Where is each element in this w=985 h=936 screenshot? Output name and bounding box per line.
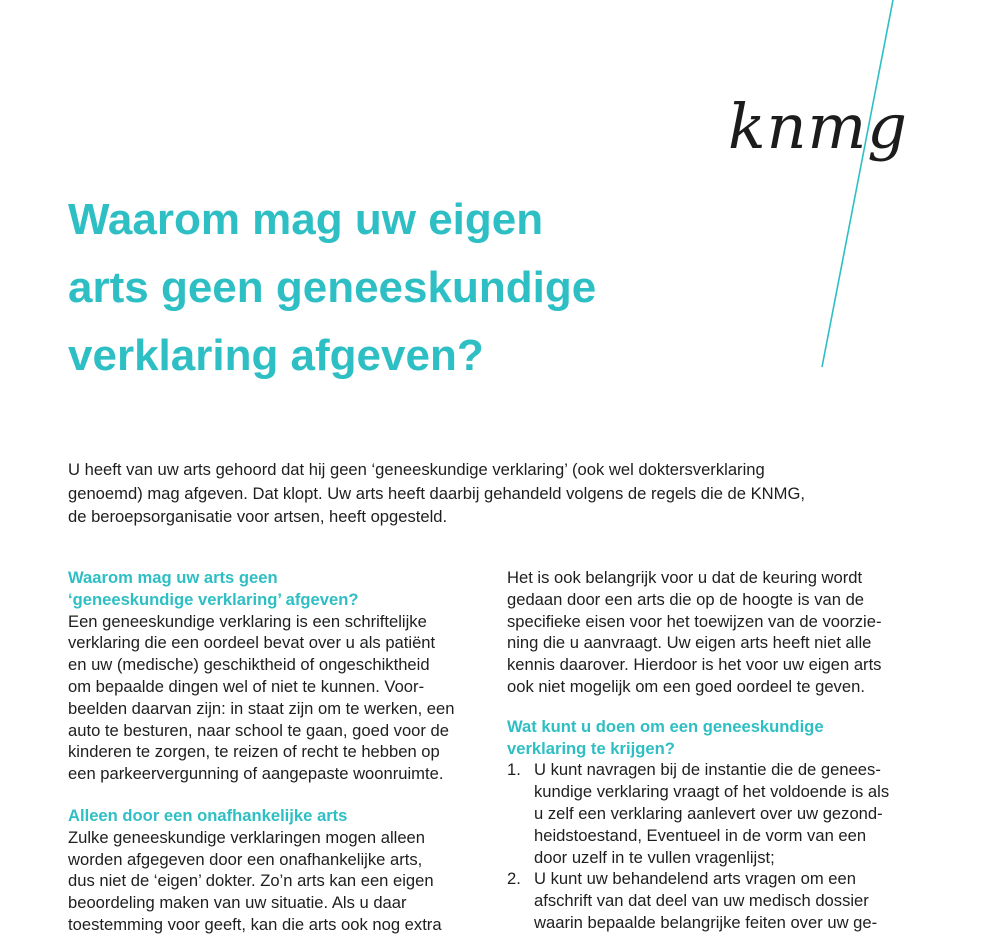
intro-line: de beroepsorganisatie voor artsen, heeft opgesteld. bbox=[68, 507, 448, 526]
body-line: Zulke geneeskundige verklaringen mogen alleen bbox=[68, 827, 426, 847]
body-line: Een geneeskundige verklaring is een schriftelijke bbox=[68, 611, 427, 631]
body-line: beoordeling maken van uw situatie. Als u daar bbox=[68, 893, 407, 913]
section-body bbox=[68, 611, 488, 785]
body-line: verklaring die een oordeel bevat over u als patiënt bbox=[68, 633, 436, 653]
body-line: kennis daarover. Hierdoor is het voor uw eigen arts bbox=[507, 655, 882, 675]
body-line: afschrift van dat deel van uw medisch dossier bbox=[534, 891, 869, 911]
heading-line: Waarom mag uw arts geen bbox=[68, 568, 278, 587]
body-line: een parkeervergunning of aangepaste woonruimte. bbox=[68, 764, 444, 784]
title-line: verklaring afgeven? bbox=[68, 331, 484, 380]
body-line: worden afgegeven door een onafhankelijke arts, bbox=[68, 849, 423, 869]
body-line: heidstoestand, Eventueel in de vorm van een bbox=[534, 825, 867, 845]
body-line: u zelf een verklaring aanlevert over uw gezond- bbox=[534, 803, 883, 823]
body-line: om bepaalde dingen wel of niet te kunnen. Voor- bbox=[68, 676, 425, 696]
body-line: auto te besturen, naar school te gaan, goed voor de bbox=[68, 720, 450, 740]
list-number: 1. bbox=[507, 760, 521, 780]
list-item bbox=[507, 759, 927, 868]
section-body bbox=[68, 827, 488, 936]
knmg-logo: knmg bbox=[728, 90, 908, 163]
numbered-list bbox=[507, 759, 927, 933]
body-line: waarin bepaalde belangrijke feiten over uw ge- bbox=[534, 912, 878, 932]
title-line: arts geen geneeskundige bbox=[68, 263, 597, 312]
left-column bbox=[68, 567, 488, 936]
body-line: en uw (medische) geschiktheid of ongeschiktheid bbox=[68, 655, 430, 675]
body-line: U kunt uw behandelend arts vragen om een bbox=[534, 869, 856, 889]
right-column bbox=[507, 567, 927, 934]
page-title bbox=[68, 186, 788, 390]
intro-line: U heeft van uw arts gehoord dat hij geen ‘geneeskundige verklaring’ (ook wel doktersverklaring bbox=[68, 460, 765, 479]
body-line: kundige verklaring vraagt of het voldoende is als bbox=[534, 782, 890, 802]
section-body bbox=[507, 567, 927, 698]
list-item bbox=[507, 868, 927, 933]
section-heading bbox=[68, 805, 488, 827]
body-line: beelden daarvan zijn: in staat zijn om te werken, een bbox=[68, 698, 455, 718]
heading-line: Alleen door een onafhankelijke arts bbox=[68, 805, 348, 825]
body-line: door uzelf in te vullen vragenlijst; bbox=[534, 847, 775, 867]
section-heading bbox=[507, 716, 927, 760]
intro-paragraph bbox=[68, 458, 888, 529]
section-heading bbox=[68, 567, 488, 611]
body-line: U kunt navragen bij de instantie die de genees- bbox=[534, 760, 881, 780]
title-line: Waarom mag uw eigen bbox=[68, 195, 544, 244]
body-line: specifieke eisen voor het toewijzen van de voorzie- bbox=[507, 611, 882, 631]
body-line: dus niet de ‘eigen’ dokter. Zo’n arts kan een eigen bbox=[68, 871, 434, 891]
list-number: 2. bbox=[507, 869, 521, 889]
body-line: kinderen te zorgen, te reizen of recht te hebben op bbox=[68, 742, 440, 762]
heading-line: verklaring te krijgen? bbox=[507, 738, 675, 758]
body-line: Het is ook belangrijk voor u dat de keuring wordt bbox=[507, 568, 863, 587]
body-line: ning die u aanvraagt. Uw eigen arts heeft niet alle bbox=[507, 633, 872, 653]
body-line: gedaan door een arts die op de hoogte is van de bbox=[507, 589, 865, 609]
body-line: toestemming voor geeft, kan die arts ook nog extra bbox=[68, 914, 442, 934]
intro-line: genoemd) mag afgeven. Dat klopt. Uw arts heeft daarbij gehandeld volgens de regels die de KNMG, bbox=[68, 483, 806, 503]
heading-line: ‘geneeskundige verklaring’ afgeven? bbox=[68, 589, 359, 609]
body-line: ook niet mogelijk om een goed oordeel te geven. bbox=[507, 676, 865, 696]
heading-line: Wat kunt u doen om een geneeskundige bbox=[507, 716, 824, 736]
